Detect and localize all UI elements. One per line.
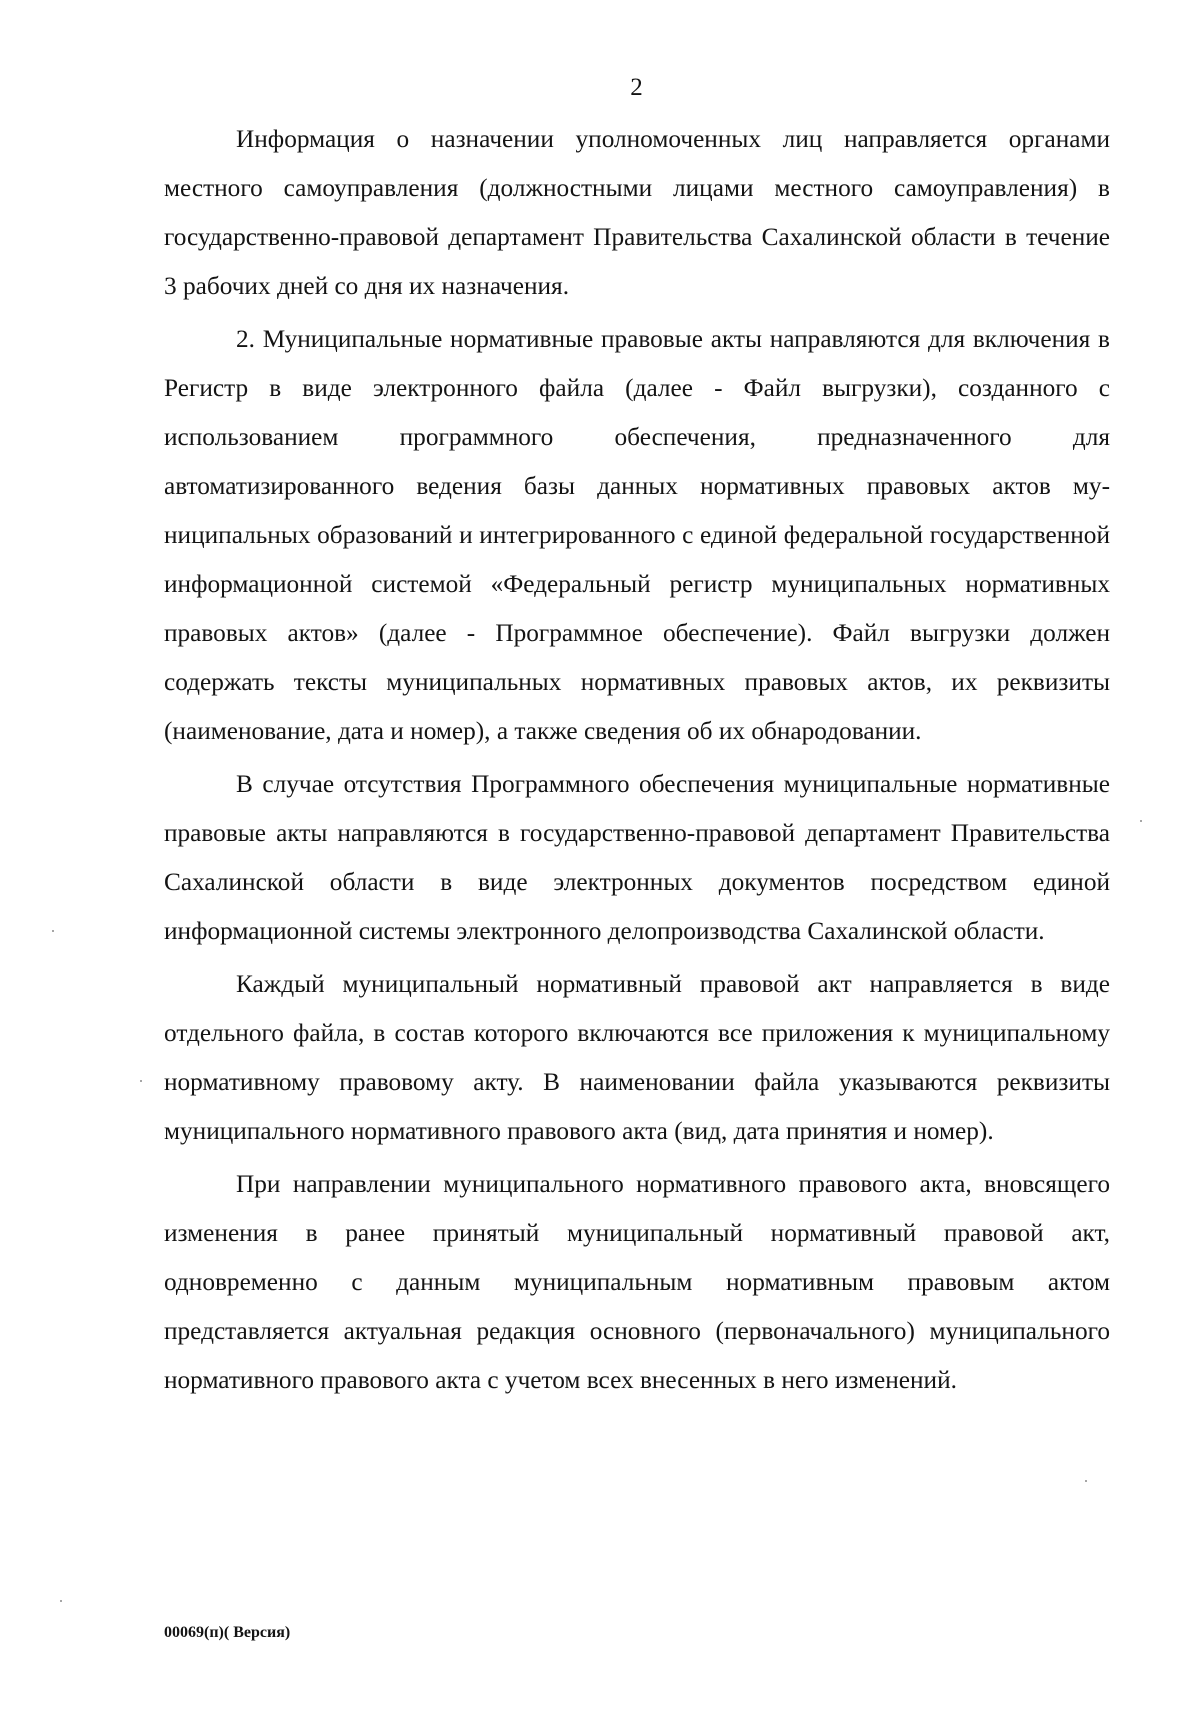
scan-speck	[1140, 820, 1142, 822]
paragraph-5: При направлении муниципального нормативного правового акта, вновсящего изменения в ранее принятый муниципальный нормативный правовой акт, одновременно с данным муниципальным нормативным правовым актом представляется актуальная редакция основного (первоначального) муниципального нормативного правового акта с учетом всех внесенных в него изменений.	[164, 1170, 1110, 1394]
paragraph-4: Каждый муниципальный нормативный правовой акт направляется в виде отдельного файла, в состав которого включаются все приложения к муниципальному нормативному правовому акту. В наименовании файла указываются реквизиты муниципального нормативного правового акта (вид, дата принятия и номер).	[164, 970, 1110, 1145]
scan-speck	[60, 1600, 62, 1602]
scan-speck	[140, 1080, 142, 1082]
document-body	[164, 115, 1110, 1409]
paragraph-2: 2. Муниципальные нормативные правовые акты направляются для включения в Регистр в виде электронного файла (далее - Файл выгрузки), созданного с использованием программного обеспечения, предназначенного для автоматизированного ведения базы данных нормативных правовых актов муниципальных образований и интегрированного с единой федеральной государственной информационной системой «Федеральный регистр муниципальных нормативных правовых актов» (далее - Программное обеспечение). Файл выгрузки должен содержать тексты муниципальных нормативных правовых актов, их реквизиты (наименование, дата и номер), а также сведения об их обнародовании.	[164, 325, 1110, 745]
page-number: 2	[630, 74, 643, 101]
paragraph-1: Информация о назначении уполномоченных лиц направляется органами местного самоуправления (должностными лицами местного самоуправления) в государственно-правовой департамент Правительства Сахалинской области в течение 3 рабочих дней со дня их назначения.	[164, 125, 1110, 300]
scan-speck	[1085, 1480, 1087, 1482]
document-footer-code: 00069(п)( Версия)	[164, 1624, 291, 1641]
scan-speck	[52, 930, 54, 932]
paragraph-3: В случае отсутствия Программного обеспечения муниципальные нормативные правовые акты направляются в государственно-правовой департамент Правительства Сахалинской области в виде электронных документов посредством единой информационной системы электронного делопроизводства Сахалинской области.	[164, 770, 1110, 945]
